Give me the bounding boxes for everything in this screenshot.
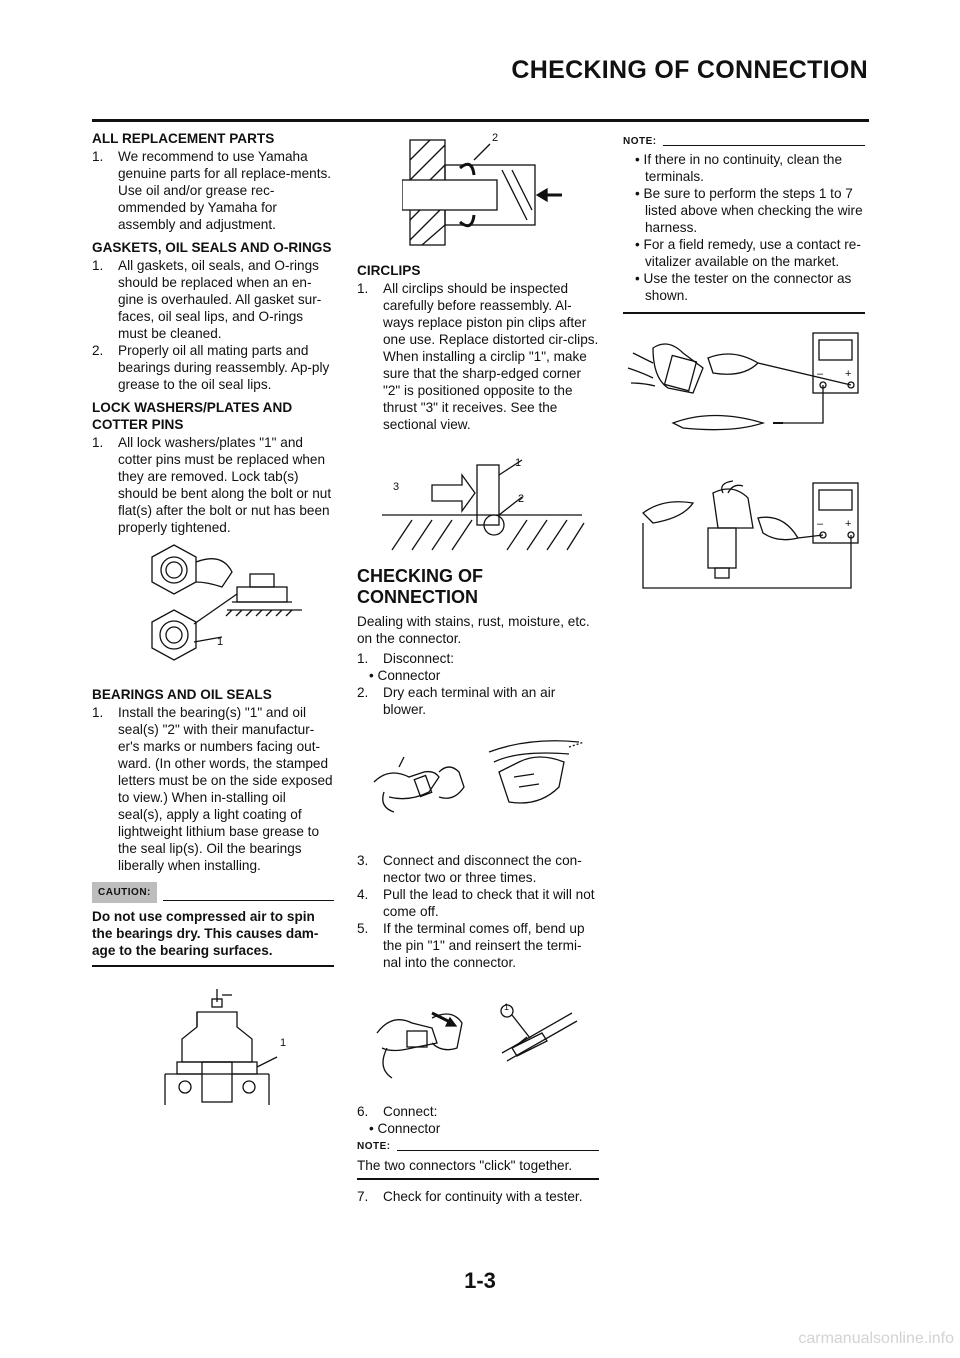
item-text: Pull the lead to check that it will not come off. bbox=[383, 887, 595, 919]
item-number: 1. bbox=[357, 281, 369, 296]
note-end-rule bbox=[623, 312, 865, 314]
column-right bbox=[623, 130, 865, 608]
figure-callout: 2 bbox=[518, 493, 525, 505]
item-number: 1. bbox=[92, 435, 104, 450]
bullet-item: • Be sure to perform the steps 1 to 7 listed above when checking the wire harness. bbox=[635, 186, 863, 235]
bullet-text: Connector bbox=[377, 1121, 441, 1136]
item-text: Connect: bbox=[383, 1104, 438, 1119]
figure-callout: 1 bbox=[515, 457, 522, 469]
caution-text: Do not use compressed air to spin the bearings dry. This causes dam-age to the bearing surfaces. bbox=[92, 909, 319, 958]
note-line bbox=[663, 145, 865, 146]
figure-piston-pin bbox=[402, 130, 599, 258]
tester-minus: – bbox=[817, 518, 824, 530]
column-left bbox=[92, 130, 334, 1117]
bullet-text: Be sure to perform the steps 1 to 7 listed above when checking the wire harness. bbox=[643, 186, 863, 235]
item-text: All lock washers/plates "1" and cotter pins must be replaced when they are removed. Lock tab(s) should be bent along the bolt or nut flat(s) after the bolt or nut has been properly tightened. bbox=[118, 435, 332, 535]
item-number: 1. bbox=[357, 651, 369, 666]
list-item bbox=[92, 342, 334, 393]
page-number: 1-3 bbox=[464, 1268, 496, 1293]
list-item bbox=[357, 280, 599, 433]
item-text: All circlips should be inspected carefully before reassembly. Al-ways replace piston pin clips after one use. Replace distorted cir-clips. When installing a circlip "1", make sure that the sharp-edged corner "2" is positioned opposite to the thrust "3" it receives. See the sectional view. bbox=[383, 281, 599, 432]
bullet-item: • Connector bbox=[369, 668, 441, 683]
heading-gaskets: GASKETS, OIL SEALS AND O-RINGS bbox=[92, 240, 332, 255]
column-middle bbox=[357, 130, 599, 1205]
figure-callout: 1 bbox=[217, 636, 224, 648]
note-line bbox=[397, 1150, 599, 1151]
title-rule bbox=[92, 119, 869, 122]
figure-tester-2 bbox=[623, 478, 865, 608]
item-number: 1. bbox=[92, 258, 104, 273]
item-text: Install the bearing(s) "1" and oil seal(s) "2" with their manufactur-er's marks or numbers facing out-ward. (In other words, the stamped letters must be on the side exposed to view.) When in-stalling oil seal(s), apply a light coating of lightweight lithium base grease to the seal lip(s). Oil the bearings liberally when installing. bbox=[118, 705, 333, 873]
bullet-item: • Connector bbox=[369, 1121, 441, 1136]
item-text: Check for continuity with a tester. bbox=[383, 1189, 583, 1204]
figure-air-blower bbox=[357, 732, 599, 852]
item-number: 1. bbox=[92, 149, 104, 164]
list-item bbox=[92, 434, 334, 536]
item-number: 3. bbox=[357, 853, 369, 868]
item-text: Dry each terminal with an air blower. bbox=[383, 685, 556, 717]
list-item bbox=[357, 650, 599, 667]
page-title: CHECKING OF CONNECTION bbox=[511, 56, 868, 84]
tester-plus: + bbox=[845, 368, 852, 380]
figure-tester-1 bbox=[623, 328, 865, 458]
list-item bbox=[357, 1188, 599, 1205]
bullet-text: Connector bbox=[377, 668, 441, 683]
item-number: 1. bbox=[92, 705, 104, 720]
tester-plus: + bbox=[845, 518, 852, 530]
bullet-item: • For a field remedy, use a contact re-vitalizer available on the market. bbox=[635, 237, 861, 269]
tester-minus: – bbox=[817, 368, 824, 380]
note-label: NOTE: bbox=[623, 136, 657, 147]
bullet-text: For a field remedy, use a contact re-vitalizer available on the market. bbox=[643, 237, 861, 269]
figure-circlip-section bbox=[357, 445, 599, 560]
item-number: 4. bbox=[357, 887, 369, 902]
item-text: Connect and disconnect the con-nector two or three times. bbox=[383, 853, 582, 885]
item-text: All gaskets, oil seals, and O-rings should be replaced when an en-gine is overhauled. All gasket sur-faces, oil seal lips, and O-rings must be cleaned. bbox=[118, 258, 322, 341]
item-number: 2. bbox=[357, 685, 369, 700]
note-end-rule bbox=[357, 1178, 599, 1180]
bullet-item: • If there in no continuity, clean the terminals. bbox=[635, 152, 843, 184]
figure-callout: 1 bbox=[280, 1037, 287, 1049]
bullet-item: • Use the tester on the connector as shown. bbox=[635, 271, 852, 303]
list-item bbox=[92, 148, 334, 233]
heading-circlips: CIRCLIPS bbox=[357, 263, 421, 278]
list-item bbox=[92, 704, 334, 874]
watermark: carmanualsonline.info bbox=[798, 1330, 954, 1347]
caution-label: CAUTION: bbox=[92, 882, 157, 903]
figure-callout: 3 bbox=[393, 481, 400, 493]
item-text: We recommend to use Yamaha genuine parts for all replace-ments. Use oil and/or grease rec-ommended by Yamaha for assembly and adjustment. bbox=[118, 149, 332, 232]
note-header bbox=[623, 136, 865, 148]
list-item bbox=[357, 1103, 599, 1120]
list-item bbox=[357, 852, 599, 886]
figure-lock-washer bbox=[92, 542, 334, 682]
item-number: 6. bbox=[357, 1104, 369, 1119]
note-label: NOTE: bbox=[357, 1141, 391, 1152]
list-item bbox=[357, 684, 599, 718]
item-text: If the terminal comes off, bend up the pin "1" and reinsert the termi-nal into the connector. bbox=[383, 921, 585, 970]
bullet-text: Use the tester on the connector as shown. bbox=[643, 271, 852, 303]
bullet-text: If there in no continuity, clean the terminals. bbox=[643, 152, 843, 184]
item-number: 5. bbox=[357, 921, 369, 936]
note-text: The two connectors "click" together. bbox=[357, 1158, 573, 1173]
list-item bbox=[92, 257, 334, 342]
caution-header bbox=[92, 882, 334, 903]
item-number: 7. bbox=[357, 1189, 369, 1204]
section-title: CHECKING OF CONNECTION bbox=[357, 566, 483, 607]
intro-text: Dealing with stains, rust, moisture, etc. on the connector. bbox=[357, 614, 590, 646]
figure-callout: 2 bbox=[492, 132, 499, 144]
caution-end-rule bbox=[92, 965, 334, 967]
heading-bearings: BEARINGS AND OIL SEALS bbox=[92, 687, 272, 702]
list-item bbox=[357, 920, 599, 971]
note-header bbox=[357, 1141, 599, 1153]
figure-bearing bbox=[92, 987, 334, 1117]
caution-line bbox=[163, 900, 334, 901]
list-item bbox=[357, 886, 599, 920]
heading-lock-washers: LOCK WASHERS/PLATES AND COTTER PINS bbox=[92, 400, 293, 432]
heading-replacement-parts: ALL REPLACEMENT PARTS bbox=[92, 131, 275, 146]
figure-terminal-pin bbox=[357, 993, 599, 1103]
item-text: Properly oil all mating parts and bearings during reassembly. Ap-ply grease to the oil seal lips. bbox=[118, 343, 330, 392]
item-number: 2. bbox=[92, 343, 104, 358]
item-text: Disconnect: bbox=[383, 651, 455, 666]
figure-callout: 1 bbox=[504, 1002, 510, 1012]
